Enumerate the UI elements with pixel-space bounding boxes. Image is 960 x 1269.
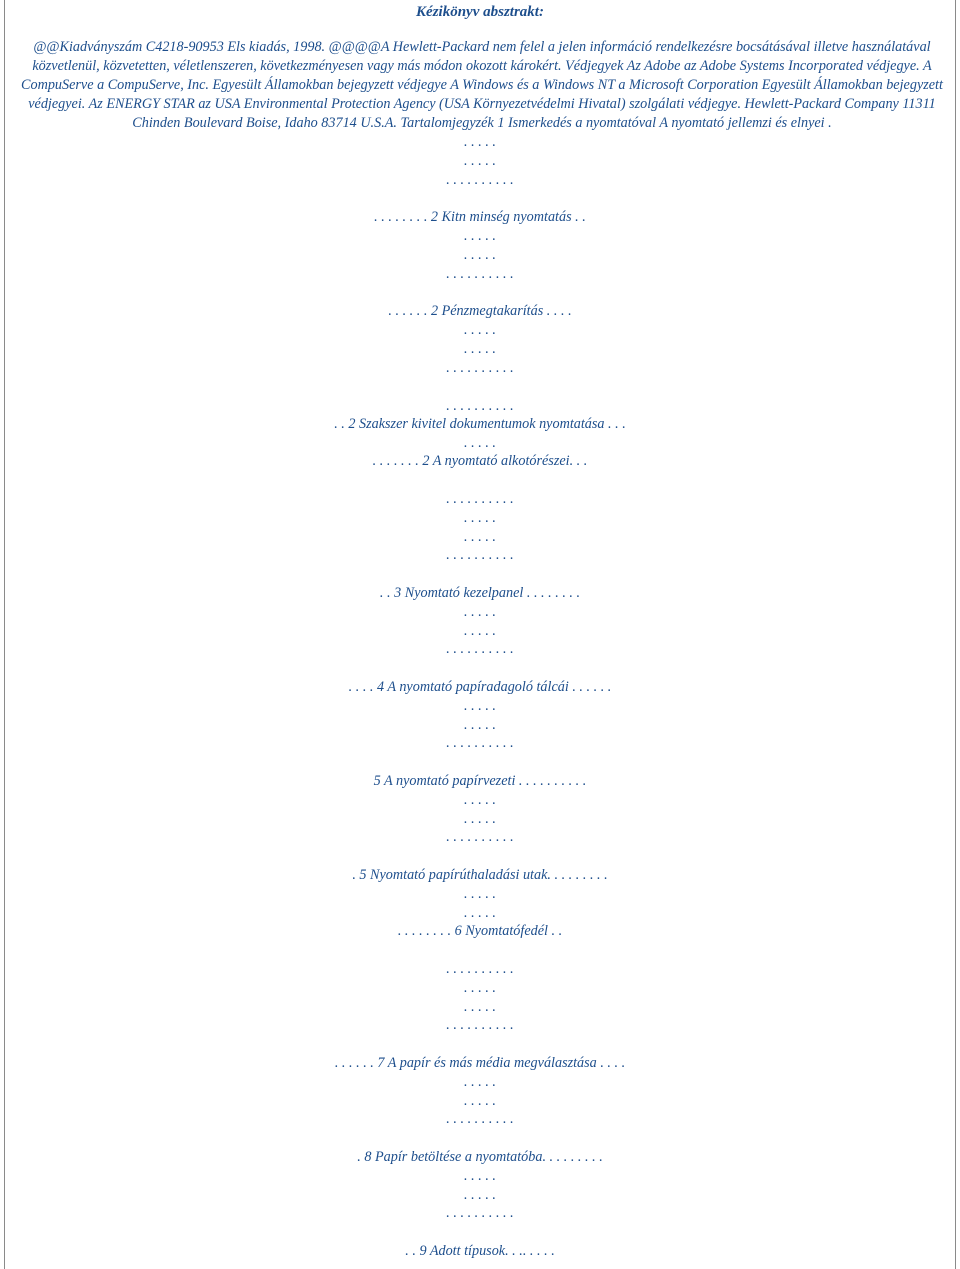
toc-line: . . . . . [464,886,496,902]
toc-line: . . 3 Nyomtató kezelpanel . . . . . . . . [379,585,581,601]
toc-line: . . . . . [464,1187,496,1203]
toc-line: . . . . . . . . . . [446,961,514,977]
toc-line: . . . . . [464,1168,496,1184]
toc-line: . . . . . [464,811,496,827]
toc-line: . . . . . . . . . . [446,266,514,282]
toc-line: . . . . . [464,604,496,620]
toc-line: . . . . . . . . . . [446,360,514,376]
toc-line: . . . . . [464,1074,496,1090]
toc-line: . . . . . . . . . . [446,172,514,188]
toc-line: . . . . . [464,905,496,921]
toc-line: . . . . . [464,435,496,451]
document-title: Kézikönyv absztrakt: [416,4,544,20]
toc-line: . 5 Nyomtató papírúthaladási utak. . . . . . . . . [352,867,608,883]
toc-line: . . . . . . . . . . [446,398,514,414]
toc-line: . . . . . . . . . . [446,735,514,751]
toc-line: . . . . . . . . . . [446,829,514,845]
toc-line: . . . . . [464,247,496,263]
toc-line: . . . . . . 2 Pénzmegtakarítás . . . . [388,303,572,319]
toc-line: . . . . . . . . . . [446,641,514,657]
toc-line: . . . . . [464,623,496,639]
toc-line: . . . . . . . . . . [446,1111,514,1127]
toc-line: . . . . . [464,529,496,545]
toc-line: . . . . . [464,717,496,733]
toc-line: . . . . . [464,322,496,338]
toc-line: . . . . . [464,228,496,244]
toc-line: . . 2 Szakszer kivitel dokumentumok nyomtatása . . . [334,416,626,432]
toc-line: . . . . . . 7 A papír és más média megválasztása . . . . [334,1055,626,1071]
toc-line: . . . . . [464,999,496,1015]
toc-line: . . . . . [464,510,496,526]
toc-line: . . . . . [464,153,496,169]
toc-line: . . . . . . . . . . [446,1205,514,1221]
toc-line: . . . . . . . . . . [446,547,514,563]
toc-line: . . . . . [464,134,496,150]
toc-line: 5 A nyomtató papírvezeti . . . . . . . . . . [373,773,587,789]
toc-line: . . 9 Adott típusok. . .. . . . . [405,1243,555,1259]
toc-line: . . . . . [464,341,496,357]
toc-line: . . . . . . . . 6 Nyomtatófedél . . [397,923,563,939]
toc-line: . . . . . [464,792,496,808]
toc-line: . . . . 4 A nyomtató papíradagoló tálcái . . . . . . [348,679,612,695]
abstract-text: @@Kiadványszám C4218-90953 Els kiadás, 1998. @@@@A Hewlett-Packard nem felel a jelen információ rendelkezésre bocsátásával illetve használatával közvetlenül, közvetetten, véletlenszeren, következményesen vagy más módon okozott károkért. Védjegyek Az Adobe az Adobe Systems Incorporated védjegye. A CompuServe a CompuServe, Inc. Egyesült Államokban bejegyzett védjegye A Windows és a Windows NT a Microsoft Corporation Egyesült Államokban bejegyzett védjegyei. Az ENERGY STAR az USA Environmental Protection Agency (USA Környezetvédelmi Hivatal) szolgálati védjegye. Hewlett-Packard Company 11311 Chinden Boulevard Boise, Idaho 83714 U.S.A. Tartalomjegyzék 1 Ismerkedés a nyomtatóval A nyomtató jellemzi és elnyei . [21,39,943,132]
toc-line: . . . . . [464,1093,496,1109]
document-page [4,0,956,1269]
toc-line: . . . . . [464,698,496,714]
toc-line: . . . . . . . . 2 Kitn minség nyomtatás . . [374,209,586,225]
toc-line: . . . . . . . 2 A nyomtató alkotórészei. . . [372,453,588,469]
toc-line: . . . . . . . . . . [446,1017,514,1033]
toc-line: . . . . . [464,980,496,996]
toc-line: . . . . . . . . . . [446,491,514,507]
toc-line: . 8 Papír betöltése a nyomtatóba. . . . . . . . . [357,1149,603,1165]
